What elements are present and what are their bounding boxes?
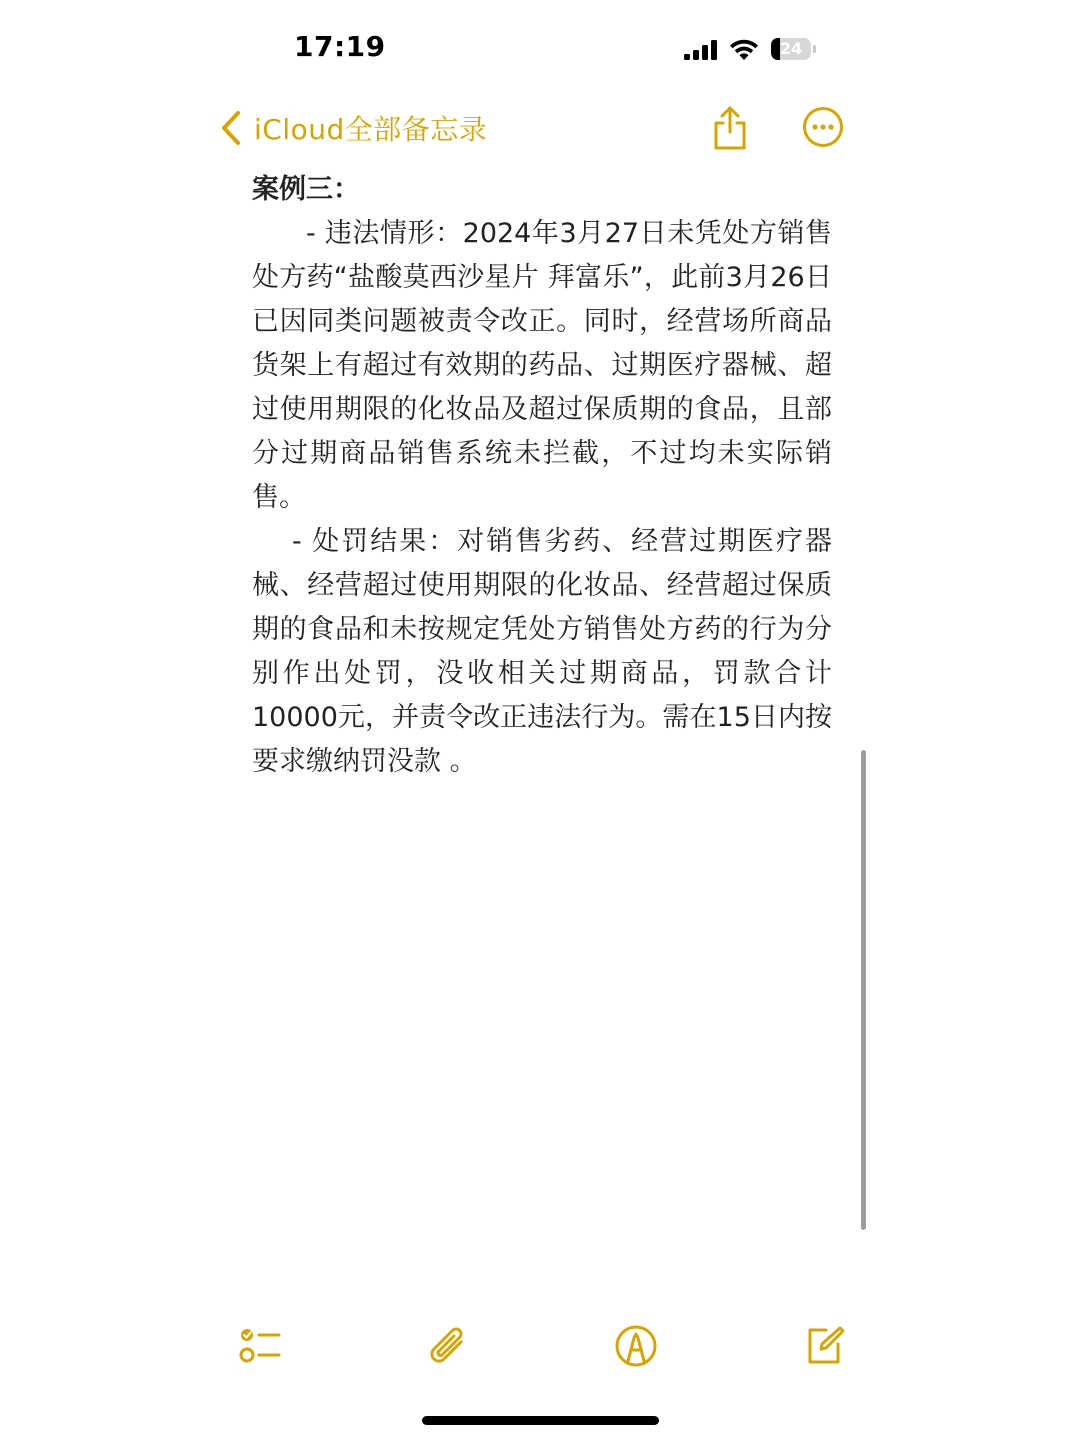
battery-level: 24 [779, 39, 803, 58]
compose-button[interactable] [800, 1322, 848, 1370]
battery-icon [771, 38, 811, 60]
wifi-icon [728, 36, 760, 62]
back-button[interactable] [218, 106, 487, 150]
note-paragraph-violation: - 违法情形：2024年3月27日未凭处方销售处方药“盐酸莫西沙星片 拜富乐”，此前3月26日已因同类问题被责令改正。同时，经营场所商品货架上有超过有效期的药品、过期医疗器械、超过使用期限的化妆品及超过保质期的食品，且部分过期商品销售系统未拦截，不过均未实际销售。 [252, 218, 832, 513]
share-button[interactable] [708, 104, 752, 152]
battery-tip [813, 45, 816, 53]
home-indicator[interactable] [422, 1416, 659, 1425]
cellular-signal-icon [684, 40, 718, 60]
paperclip-icon [432, 1329, 461, 1361]
markup-pen-icon [617, 1327, 655, 1365]
chevron-left-icon [218, 108, 244, 148]
note-body[interactable] [252, 168, 832, 784]
note-paragraph-penalty: - 处罚结果：对销售劣药、经营过期医疗器械、经营超过使用期限的化妆品、经营超过保质期的食品和未按规定凭处方销售处方药的行为分别作出处罚，没收相关过期商品，罚款合计10000元，并责令改正违法行为。需在15日内按要求缴纳罚没款 。 [252, 526, 832, 777]
ellipsis-circle-icon [805, 109, 842, 146]
markup-button[interactable] [612, 1322, 660, 1370]
scroll-indicator[interactable] [861, 750, 866, 1230]
checklist-button[interactable] [237, 1322, 285, 1370]
checklist-icon [241, 1329, 279, 1361]
more-options-button[interactable] [802, 106, 844, 148]
share-icon [716, 108, 744, 148]
attachment-button[interactable] [425, 1322, 473, 1370]
back-button-label: iCloud全部备忘录 [254, 113, 488, 146]
status-bar [0, 0, 1080, 100]
compose-icon [810, 1328, 843, 1362]
status-time: 17:19 [294, 30, 386, 63]
note-heading: 案例三： [252, 174, 360, 205]
